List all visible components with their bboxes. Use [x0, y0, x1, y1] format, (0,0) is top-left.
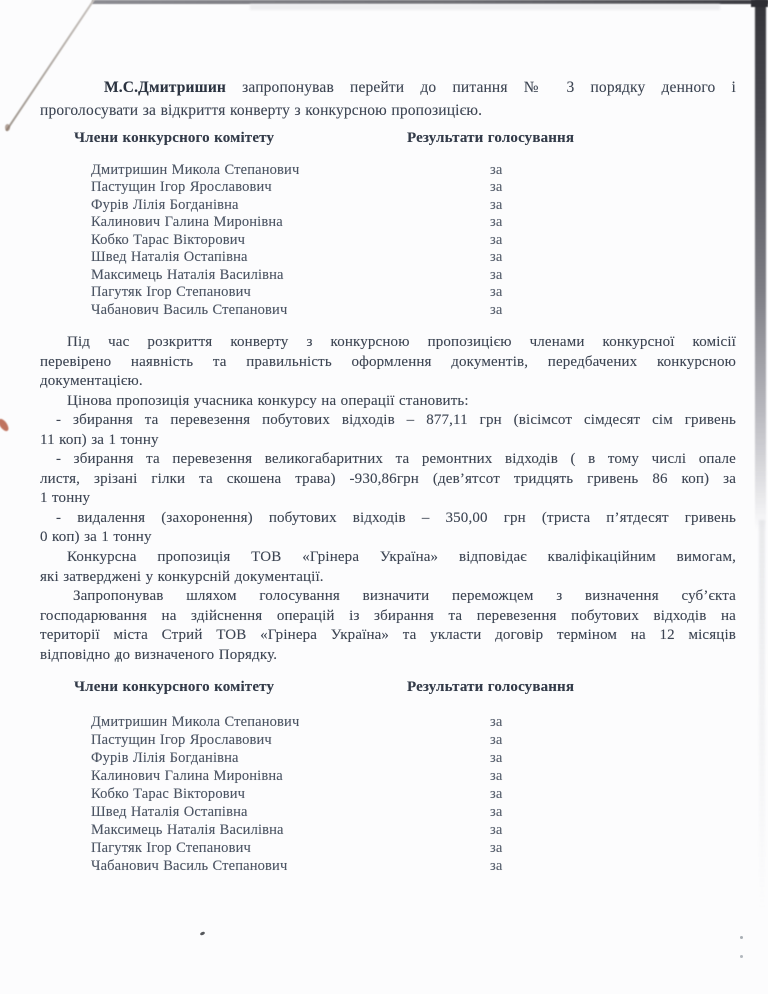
table-row	[40, 767, 736, 785]
scan-speck	[200, 931, 206, 936]
members-column-header: Члени конкурсного комітету	[74, 130, 275, 146]
intro-line1-text: запропонував перейти до питання № 3 порядку денного і	[225, 79, 736, 96]
paragraph-line: господарювання на здійснення операцій із збирання та перевезення побутових відходів на	[40, 607, 736, 624]
paragraph-line: відповідно до визначеного Порядку.	[40, 646, 278, 663]
paragraph-line: 0 коп) за 1 тонну	[40, 529, 152, 546]
paragraph-line: Конкурсна пропозиція ТОВ «Грінера Україна» відповідає кваліфікаційним вимогам,	[67, 549, 736, 566]
vote-value: за	[490, 301, 503, 318]
vote-value: за	[490, 196, 503, 213]
member-name: Чабанович Василь Степанович	[91, 301, 288, 318]
table-row	[40, 284, 736, 301]
table-row	[40, 821, 736, 839]
results-column-header: Результати голосування	[407, 130, 575, 146]
table-row	[40, 785, 736, 803]
member-name: Пастущин Ігор Ярославович	[91, 179, 272, 196]
table-row	[40, 197, 736, 214]
table-row	[40, 713, 736, 731]
member-name: Максимець Наталія Василівна	[91, 266, 284, 283]
paragraph-line: Під час розкриття конверту з конкурсною пропозицією членами конкурсної комісії	[67, 334, 736, 350]
vote-value: за	[490, 822, 503, 839]
paragraph-line: Запропонував шляхом голосування визначити переможцем з визначення суб’єкта	[73, 588, 736, 605]
speaker-name: М.С.Дмитришин	[104, 79, 226, 96]
vote-value: за	[490, 750, 503, 767]
table-row	[40, 162, 736, 179]
vote-value: за	[490, 768, 503, 785]
vote-value: за	[490, 732, 503, 749]
table-row	[40, 214, 736, 231]
scan-speck	[740, 955, 743, 958]
paragraph-line: - збирання та перевезення великогабаритних та ремонтних відходів ( в тому числі опале	[56, 451, 736, 468]
paragraph-line: Цінова пропозиція учасника конкурсу на операції становить:	[67, 392, 469, 409]
table-row	[40, 839, 736, 857]
paragraph-line: документацією.	[40, 373, 143, 390]
member-name: Пагутяк Ігор Степанович	[91, 840, 251, 857]
vote-value: за	[490, 214, 503, 231]
member-name: Калинович Галина Миронівна	[91, 768, 283, 785]
table-row	[40, 857, 736, 875]
member-name: Чабанович Василь Степанович	[91, 858, 288, 875]
table-row	[40, 803, 736, 821]
voting-table-2	[40, 679, 736, 875]
member-name: Дмитришин Микола Степанович	[91, 714, 300, 730]
vote-value: за	[490, 804, 503, 821]
vote-value: за	[490, 162, 503, 178]
paragraph-line: 1 тонну	[40, 490, 91, 507]
paragraph-line: перевірено наявність та правильність оформлення документів, передбачених конкурсною	[40, 353, 736, 370]
vote-value: за	[490, 284, 503, 301]
vote-value: за	[490, 714, 503, 730]
paragraph-line: 11 коп) за 1 тонну	[40, 431, 159, 448]
member-name: Кобко Тарас Вікторович	[91, 786, 246, 803]
member-name: Кобко Тарас Вікторович	[91, 231, 246, 248]
table-header-row	[40, 679, 736, 697]
member-name: Калинович Галина Миронівна	[91, 214, 283, 231]
table-rows	[40, 162, 736, 319]
member-name: Швед Наталія Остапівна	[91, 249, 248, 266]
vote-value: за	[490, 840, 503, 857]
vote-value: за	[490, 786, 503, 803]
scan-right-edge-faint	[759, 520, 765, 910]
member-name: Пагутяк Ігор Степанович	[91, 284, 251, 301]
vote-value: за	[490, 231, 503, 248]
member-name: Фурів Лілія Богданівна	[91, 196, 239, 213]
table-header-row	[40, 130, 736, 148]
vote-value: за	[490, 858, 503, 875]
member-name: Дмитришин Микола Степанович	[91, 162, 300, 178]
scan-top-smudge	[250, 4, 720, 10]
members-column-header: Члени конкурсного комітету	[74, 679, 275, 695]
vote-value: за	[490, 179, 503, 196]
voting-table-1	[40, 130, 736, 319]
vote-value: за	[490, 249, 503, 266]
scan-speck	[740, 936, 743, 939]
paragraph-line: проголосувати за відкриття конверту з конкурсною пропозицією.	[40, 102, 483, 120]
page-crease-tip	[5, 124, 10, 131]
vote-value: за	[490, 266, 503, 283]
paragraph-line: які затверджені у конкурсній документації.	[40, 568, 324, 585]
red-ink-speck	[0, 417, 10, 432]
table-row	[40, 731, 736, 749]
paragraph-line: території міста Стрий ТОВ «Грінера Україна» та укласти договір терміном на 12 місяців	[40, 627, 736, 644]
paragraph-line: листя, зрізані гілки та скошена трава) -930,86грн (дев’ятсот тридцять гривень 86 коп) за	[40, 470, 736, 487]
body-paragraphs	[40, 333, 736, 665]
member-name: Пастущин Ігор Ярославович	[91, 732, 272, 749]
paragraph-line	[40, 76, 736, 99]
member-name: Максимець Наталія Василівна	[91, 822, 284, 839]
table-row	[40, 232, 736, 249]
scan-corner-shadow	[751, 0, 768, 7]
paragraph-line: - збирання та перевезення побутових відходів – 877,11 грн (вісімсот сімдесят сім гривень	[56, 412, 736, 429]
member-name: Фурів Лілія Богданівна	[91, 750, 239, 767]
table-row	[40, 179, 736, 196]
table-row	[40, 267, 736, 284]
intro-paragraph	[40, 76, 736, 123]
scan-right-edge-shadow	[755, 0, 766, 530]
member-name: Швед Наталія Остапівна	[91, 804, 248, 821]
paragraph-line: - видалення (захоронення) побутових відходів – 350,00 грн (триста п’ятдесят гривень	[56, 509, 736, 526]
table-row	[40, 249, 736, 266]
table-row	[40, 302, 736, 319]
table-row	[40, 749, 736, 767]
table-rows	[40, 713, 736, 875]
results-column-header: Результати голосування	[407, 679, 575, 695]
